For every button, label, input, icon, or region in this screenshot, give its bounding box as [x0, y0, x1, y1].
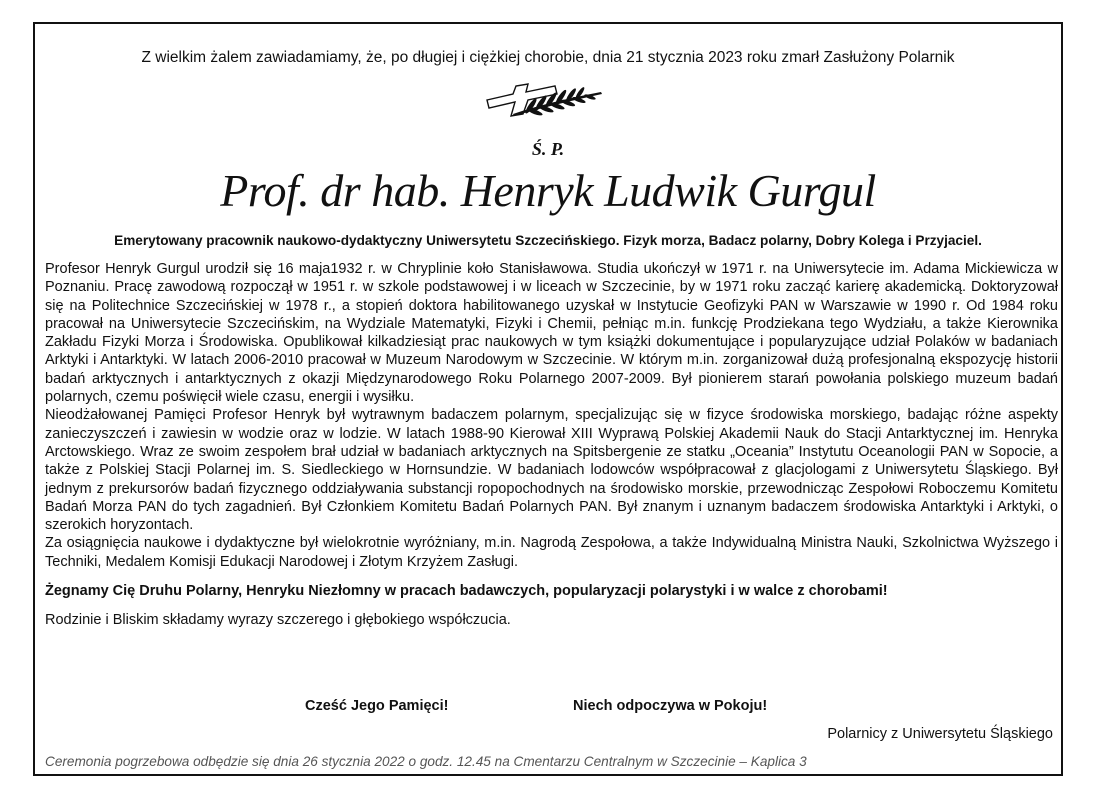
- obituary-notice: [33, 22, 1063, 776]
- intro-text: Z wielkim żalem zawiadamiamy, że, po długiej i ciężkiej chorobie, dnia 21 stycznia 2023 roku zmarł Zasłużony Polarnik: [141, 49, 955, 66]
- farewell-text: Żegnamy Cię Druhu Polarny, Henryku Niezłomny w pracach badawczych, popularyzacji polarystyki i w walce z chorobami!: [45, 583, 888, 600]
- subtitle: Emerytowany pracownik naukowo-dydaktyczny Uniwersytetu Szczecińskiego. Fizyk morza, Badacz polarny, Dobry Kolega i Przyjaciel.: [114, 233, 982, 248]
- cross-with-palm-branch-icon: [483, 80, 613, 122]
- biography: [45, 260, 1058, 630]
- honorific: Ś. P.: [531, 139, 565, 159]
- condolences-text: Rodzinie i Bliskim składamy wyrazy szczerego i głębokiego współczucia.: [45, 612, 511, 629]
- ceremony-info: Ceremonia pogrzebowa odbędzie się dnia 26 stycznia 2022 o godz. 12.45 na Cmentarzu Centralnym w Szczecinie – Kaplica 3: [45, 754, 807, 769]
- bio-paragraph: Za osiągnięcia naukowe i dydaktyczne był wielokrotnie wyróżniany, m.in. Nagrodą Zespołowa, a także Indywidualną Ministra Nauki, Szkolnictwa Wyższego i Techniki, Medalem Komisji Edukacji Narodowej i Złotym Krzyżem Zasługi.: [45, 535, 1058, 570]
- bio-paragraph: Nieodżałowanej Pamięci Profesor Henryk był wytrawnym badaczem polarnym, specjalizując się w fizyce środowiska morskiego, badając różne aspekty zanieczyszczeń i zawiesin w wodzie oraz w lodzie. W latach 1988-90 Kierował XIII Wyprawą Polskiej Akademii Nauk do Stacji Antarktycznej im. Henryka Arctowskiego. Wraz ze swoim zespołem brał udział w badaniach arktycznych na Spitsbergenie ze statku „Oceania” Instytutu Oceanologii PAN w Sopocie, a także z Polskiej Stacji Polarnej im. S. Siedleckiego w Hornsundzie. W badaniach lodowców współpracował z glacjologami z Uniwersytetu Śląskiego. Był jednym z prekursorów badań fizycznego oddziaływania substancji ropopochodnych na środowisko morskie, przewodnicząc Zespołowi Roboczemu Komitetu Badań Morza PAN do tych zagadnień. Był Członkiem Komitetu Badań Polarnych PAN. Był znanym i uznanym badaczem środowiska Antarktyki i Arktyki, o szerokich horyzontach.: [45, 407, 1058, 534]
- signature: Polarnicy z Uniwersytetu Śląskiego: [827, 726, 1053, 742]
- bio-paragraph: Profesor Henryk Gurgul urodził się 16 maja1932 r. w Chryplinie koło Stanisławowa. Studia ukończył w 1971 r. na Uniwersytecie im. Adama Mickiewicza w Poznaniu. Pracę zawodową rozpoczął w 1951 r. w szkole podstawowej i w liceach w Szczecinie, by w 1971 roku zacząć karierę akademicką. Doktoryzował się na Politechnice Szczecińskiej w 1978 r., a stopień doktora habilitowanego uzyskał w Instytucie Geofizyki PAN w Warszawie w 1990 r. Od 1984 roku pracował na Uniwersytecie Szczecińskim, na Wydziale Matematyki, Fizyki i Chemii, pełniąc m.in. funkcję Prodziekana tego Wydziału, a także Kierownika Zakładu Fizyki Morza i Środowiska. Opublikował kilkadziesiąt prac naukowych w tym książki dokumentujące i popularyzujące udział Polaków w badaniach Arktyki i Antarktyki. W latach 2006-2010 pracował w Muzeum Narodowym w Szczecinie. W którym m.in. zorganizował dużą profesjonalną ekspozycję historii badań arktycznych i antarktycznych z okazji Międzynarodowego Roku Polarnego 2007-2009. Był pionierem starań powołania polskiego muzeum badań polarnych, czemu poświęcił wiele czasu, energii i wysiłku.: [45, 261, 1058, 406]
- closing-left: Cześć Jego Pamięci!: [305, 698, 449, 714]
- deceased-name: Prof. dr hab. Henryk Ludwik Gurgul: [220, 165, 876, 216]
- closing-right: Niech odpoczywa w Pokoju!: [573, 698, 768, 714]
